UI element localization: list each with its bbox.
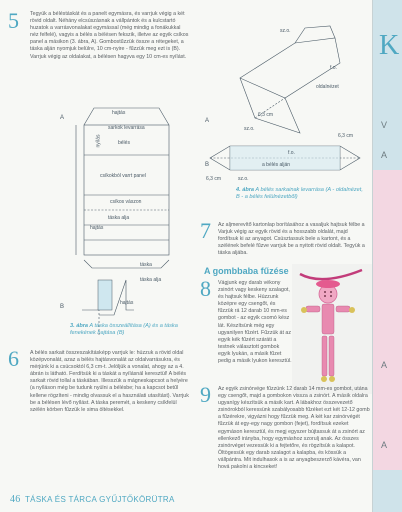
facing-page-item-4: A bbox=[381, 440, 388, 450]
fig3-caption-text: A táska összeállítása (A) és a táska fenekének hajtása (B) bbox=[70, 323, 178, 336]
page-footer bbox=[10, 494, 175, 505]
facing-page-item-3: A bbox=[381, 360, 388, 370]
fig3-label-a: A bbox=[60, 115, 65, 121]
fig3-hajtas-side: hajtás bbox=[90, 225, 104, 231]
fig4-sz-o-3: sz.o. bbox=[238, 176, 249, 182]
fig4-caption-text: A bélés sarkainak levarrása (A - oldalnézet, B - a bélés felülnézetből) bbox=[236, 187, 363, 200]
facing-page-letter: K bbox=[379, 30, 400, 61]
section-heading-gombbaba: A gombbaba fűzése bbox=[204, 266, 289, 276]
fig3-nyilas: nyílás bbox=[95, 134, 102, 148]
step-5-text: Tegyük a béléstáskát és a panelt egymásra, és varrjuk végig a két rövid oldalt. Néhány elcsúszásnak a vállpántok és a kulcstartó huzatok a varrásvonalakat egymással (még mindig a fonákukkal néz felfelé), vagyis a bélés a bélésen fekszik, illetve az egyik csíkos panel a másikon (3. ábra, A). Gombostűzzük össze a rétegeket, a táska alján nyomjuk belülre, 10 cm-nyire - fűzzük meg ezt is (B). Varrjuk végig az oldalakat, a bélésen hagyva egy 10 cm-es nyílást. bbox=[30, 11, 189, 60]
fig3-taska: táska bbox=[140, 262, 152, 268]
running-title: TÁSKA ÉS TÁRCA GYŰJTŐKÖRÜTRA bbox=[25, 495, 175, 504]
step-8-text: Vágjunk egy darab vékony zsinórt vagy keskeny szalagot, és hajtsuk félbe. Húzzunk középre egy csengőt, és fűzzük rá 12 darab 10 mm-es gombot - az egyik csomó kész lát. Készítsünk még egy ugyanilyen fűzért. Fűzzük át az egyik kék fűzért száráti a testnek választott gombok egyik lyukán, a másik fűzet pedig a másik lyukon keresztül. bbox=[218, 280, 292, 365]
fig4-label-a: A bbox=[205, 118, 210, 124]
fig4-f-o-2: f.o. bbox=[288, 150, 295, 156]
fig3-caption bbox=[70, 323, 190, 337]
fig3-taska-alja: táska alja bbox=[108, 215, 130, 221]
step-6-number: 6 bbox=[8, 346, 19, 371]
fig3-caption-title: 3. ábra bbox=[70, 323, 89, 329]
fig3-hajtas: hajtás bbox=[112, 110, 126, 116]
fig4-dim-6-3: 6,3 cm bbox=[258, 112, 274, 118]
fig4-dim-6-3-b: 6,3 cm bbox=[338, 133, 354, 139]
step-9-text: Az egyik zsinórvége fűzzünk 12 darab 14 mm-es gombot, utána egy csengőt, majd a gombokon vissza a zsinórt. A másik oldalra ugyanígy készítsük a másik kart. A lábakhoz összevezető zsinórokból keressünk szabályosabb fűzéket ezt két 12-12 gomb a fűzérekre, vigyázni hogy fűzzük meg. A két kar zsinórvégét fűzzük át egy-egy nagy gombon (fejet), fordítsuk ezeket egymáson keresztül, és megj egyszer bújtassuk át a zsinórt az ellenkező irányba, hogy egymáshoz szorulj anak. Az összes zsinórvéget vezessük ki a fejtetőre, és rögzítsük a kalapot. Öltögessük egy darab szalagot a kalapba, és kössük a vállpántra. Mit indulhasok a is az anyagbeszerző kávéra, van hová pakolni a kincseket! bbox=[218, 386, 370, 471]
fig4-caption-title: 4. ábra bbox=[236, 187, 255, 193]
step-7-text: Az aljmerevítő kartonlap borításához a vasaljuk hajtsuk félbe a Varjuk végig az egyik rövid és a hosszabb oldalát, majd fordítsuk ki az anyagot. Csúsztassuk bele a kartont, és a szélének befelé fűzve varrjuk be a nyitott rövid oldalt. Tegyük a táska aljába. bbox=[218, 222, 365, 257]
facing-page-pink-panel bbox=[373, 170, 402, 470]
fig3-hajtas-2: hajtás bbox=[120, 300, 134, 306]
facing-page-item-1: V bbox=[381, 120, 388, 130]
figure-4-corners-diagram bbox=[200, 18, 370, 208]
button-doll-photo bbox=[292, 264, 372, 394]
step-7-number: 7 bbox=[200, 218, 211, 243]
fig4-dim-6-3-c: 6,3 cm bbox=[206, 176, 222, 182]
fig4-sz-o: sz.o. bbox=[280, 28, 291, 34]
fig3-csikokbol-varrt-panel: csíkokból varrt panel bbox=[100, 173, 146, 179]
fig3-taska-alja-2: táska alja bbox=[140, 277, 162, 283]
fig4-label-b: B bbox=[205, 162, 210, 168]
facing-page-edge bbox=[372, 0, 402, 512]
fig4-f-o: f.o. bbox=[330, 65, 337, 71]
fig3-label-b: B bbox=[60, 304, 65, 310]
fig3-beles: bélés bbox=[118, 140, 130, 146]
facing-page-item-2: A bbox=[381, 150, 388, 160]
step-5-number: 5 bbox=[8, 8, 19, 33]
fig4-oldalnezet: oldalnézet bbox=[316, 84, 339, 90]
fig4-sz-o-2: sz.o. bbox=[244, 126, 255, 132]
step-8-number: 8 bbox=[200, 276, 211, 301]
fig3-csikos-vaszon: csíkos vászon bbox=[110, 199, 142, 205]
fig3-sarkok-levarrasa: sarkok levarrása bbox=[108, 125, 145, 131]
fig4-beles-aljan: a bélés alján bbox=[262, 162, 291, 168]
step-6-text: A bélés sarkait összeszakításképp varrjuk le: húzzuk a rövid oldal középvonalát, azaz a bélés hajtásvonalát az oldalvarrásukra, és mérjünk ki a csúcsoktól 6,3 cm-t. Jelöljük a vonalat, ahogy az a 4. ábrán is látható. Ferdítsük ki a táskát a nyílásnál keresztül! A bélés sarkait rövid tollal a táskában. Illesszük a mágneskapcsot a helyére (a nyíláson még be tudunk nyúlni a bélésbe; ha a kapcsot betűl kellene rögzíteni - mindig olvassuk el a használati utasítást). Varrjuk be a bélésen lévő nyílást. A táska peremét, a keskeny csíkfelül szélén körben fűzzük le sima öltésekkel. bbox=[30, 350, 189, 413]
fig4-caption bbox=[236, 187, 366, 201]
page-number: 46 bbox=[10, 494, 21, 505]
step-9-number: 9 bbox=[200, 382, 211, 407]
